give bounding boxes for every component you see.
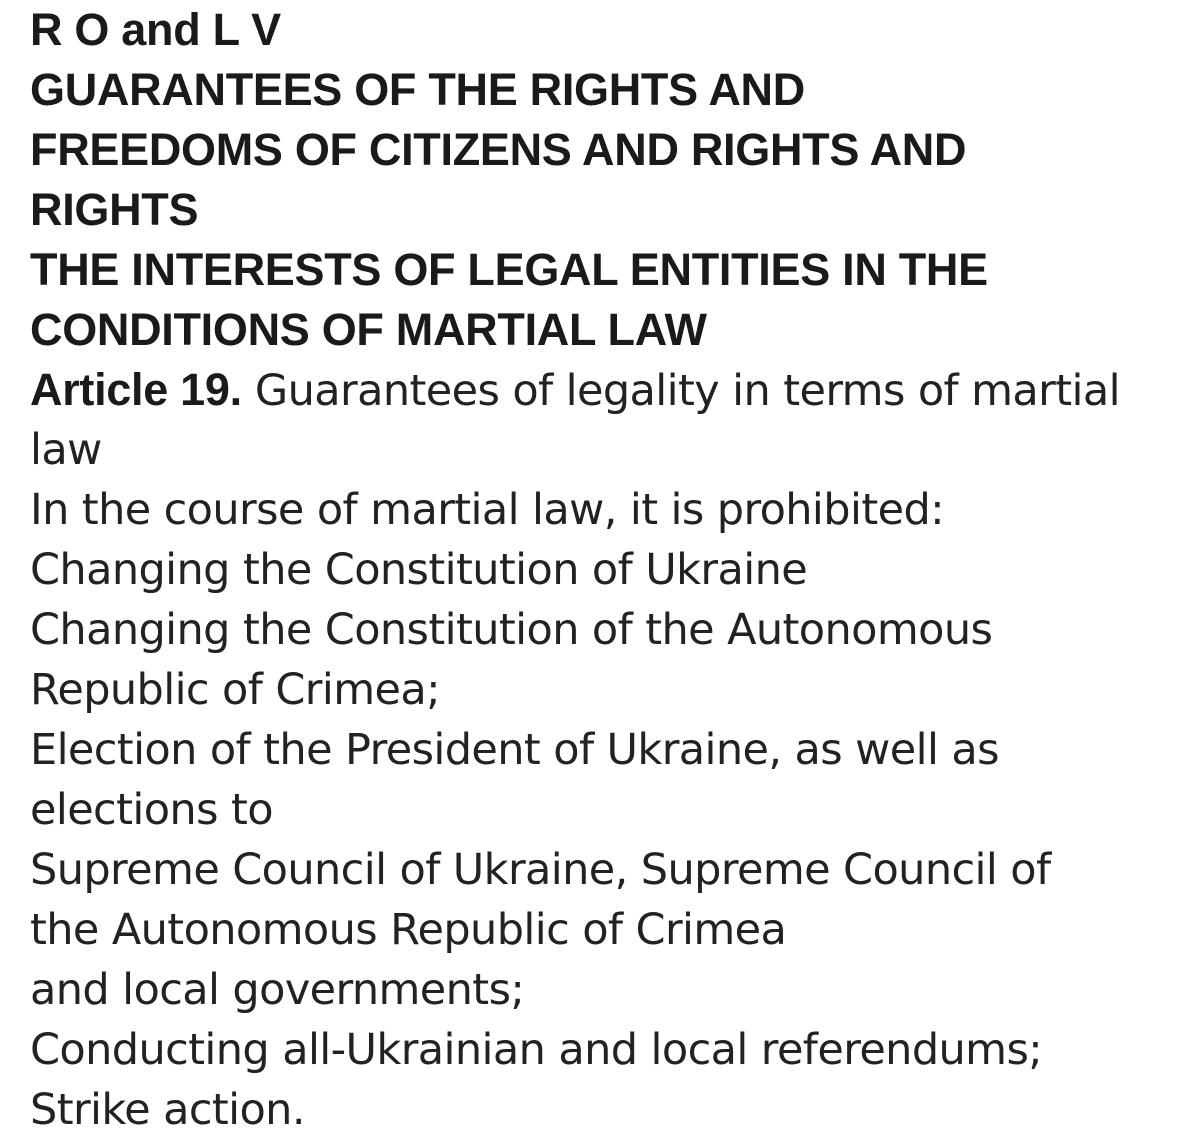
body-line: Supreme Council of Ukraine, Supreme Council of: [30, 845, 1051, 895]
article-title: Guarantees of legality in terms of martial: [241, 366, 1120, 416]
body-line: Conducting all-Ukrainian and local referendums;: [30, 1025, 1043, 1075]
article-number: Article 19.: [30, 364, 242, 415]
section-title-line: RIGHTS: [30, 184, 199, 235]
body-line: Changing the Constitution of Ukraine: [30, 545, 808, 595]
law-short-title: R O and L V: [30, 4, 281, 55]
article-heading: [30, 360, 1170, 420]
body-line: In the course of martial law, it is prohibited:: [30, 485, 945, 535]
document: [30, 0, 1170, 1140]
article-title-continued: law: [30, 425, 102, 475]
section-title-line: THE INTERESTS OF LEGAL ENTITIES IN THE: [30, 244, 988, 295]
body-line: elections to: [30, 785, 273, 835]
body-line: Changing the Constitution of the Autonomous: [30, 605, 993, 655]
body-line: and local governments;: [30, 965, 525, 1015]
body-line: Election of the President of Ukraine, as well as: [30, 725, 999, 775]
body-line: the Autonomous Republic of Crimea: [30, 905, 787, 955]
body-line: Strike action.: [30, 1085, 305, 1135]
section-title-line: CONDITIONS OF MARTIAL LAW: [30, 304, 707, 355]
body-line: Republic of Crimea;: [30, 665, 440, 715]
section-title-line: GUARANTEES OF THE RIGHTS AND: [30, 64, 805, 115]
section-title-line: FREEDOMS OF CITIZENS AND RIGHTS AND: [30, 124, 967, 175]
